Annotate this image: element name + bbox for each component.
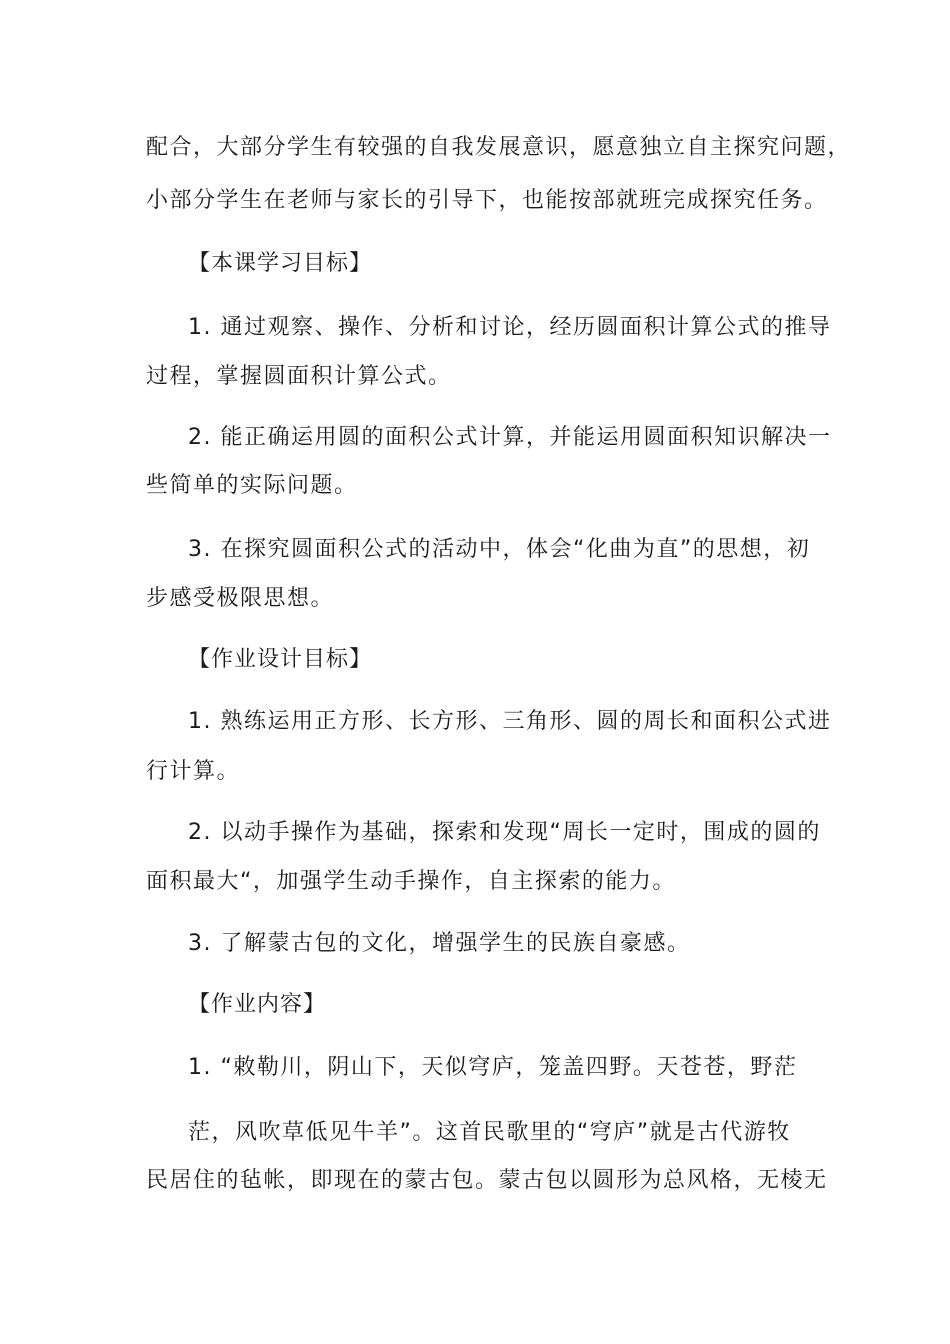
section-heading-homework-goals: 【作业设计目标】 [188, 647, 373, 672]
list-item: 2. 能正确运用圆的面积公式计算，并能运用圆面积知识解决一 [188, 425, 832, 450]
section-heading-homework-content: 【作业内容】 [188, 992, 327, 1017]
list-item-continuation: 民居住的毡帐，即现在的蒙古包。蒙古包以圆形为总风格，无棱无 [146, 1168, 828, 1193]
list-item-continuation: 茫，风吹草低见牛羊”。这首民歌里的“穹庐”就是古代游牧 [188, 1120, 791, 1145]
paragraph-line: 小部分学生在老师与家长的引导下，也能按部就班完成探究任务。 [146, 188, 828, 213]
section-heading-lesson-goals: 【本课学习目标】 [188, 251, 373, 276]
paragraph-line: 配合，大部分学生有较强的自我发展意识，愿意独立自主探究问题， [146, 135, 852, 160]
list-item-continuation: 行计算。 [146, 759, 241, 784]
list-item-continuation: 些简单的实际问题。 [146, 473, 358, 498]
list-item: 3. 了解蒙古包的文化，增强学生的民族自豪感。 [188, 931, 691, 956]
list-item-continuation: 过程，掌握圆面积计算公式。 [146, 364, 452, 389]
list-item: 1. “敕勒川，阴山下，天似穹庐，笼盖四野。天苍苍，野茫 [188, 1055, 798, 1080]
list-item: 3. 在探究圆面积公式的活动中，体会“化曲为直”的思想，初 [188, 537, 811, 562]
list-item-continuation: 面积最大“，加强学生动手操作，自主探索的能力。 [146, 869, 676, 894]
list-item: 2. 以动手操作为基础，探索和发现“周长一定时，围成的圆的 [188, 820, 821, 845]
list-item-continuation: 步感受极限思想。 [146, 586, 335, 611]
list-item: 1. 熟练运用正方形、长方形、三角形、圆的周长和面积公式进 [188, 709, 832, 734]
list-item: 1. 通过观察、操作、分析和讨论，经历圆面积计算公式的推导 [188, 315, 832, 340]
